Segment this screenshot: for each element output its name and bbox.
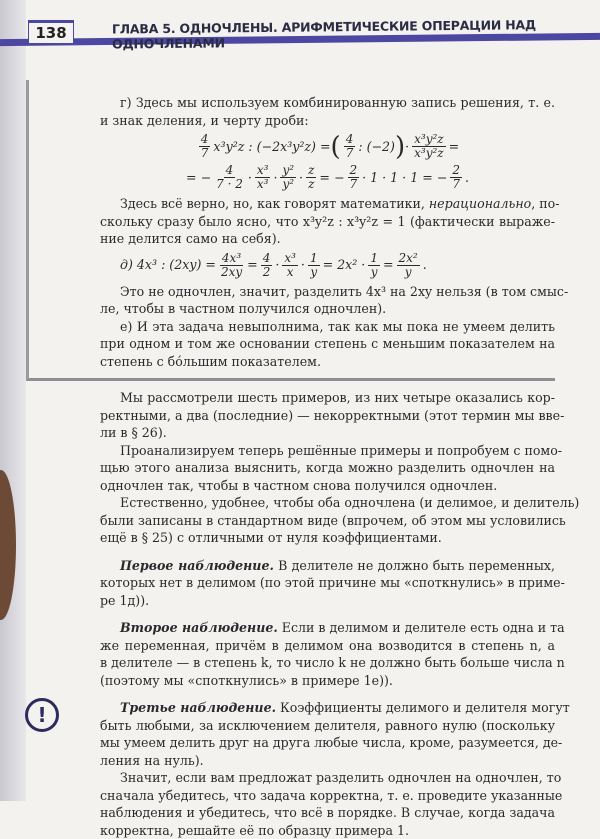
text-line xyxy=(100,195,555,213)
numerator: 2 xyxy=(348,164,360,178)
text-run: Коэффициенты делимого и делителя могут xyxy=(276,700,570,715)
paragraph xyxy=(100,557,555,610)
paragraph xyxy=(100,699,555,769)
exclamation-icon: ! xyxy=(25,698,59,732)
text-line: Проанализируем теперь решённые примеры и попробуем с помо- xyxy=(100,442,555,460)
text-run: · xyxy=(301,256,305,274)
fraction xyxy=(261,252,273,279)
fraction xyxy=(344,133,356,160)
denominator: y xyxy=(308,266,319,279)
paragraph xyxy=(100,389,555,442)
paragraph xyxy=(100,283,555,318)
text-line: г) Здесь мы используем комбинированную запись решения, т. е. xyxy=(100,94,555,112)
text-run: ) xyxy=(395,137,405,157)
text-line: ре 1д)). xyxy=(100,592,555,610)
paragraph xyxy=(100,619,555,689)
text-run: , по- xyxy=(531,196,559,211)
text-run: . xyxy=(423,256,427,274)
page-number-badge xyxy=(28,20,74,45)
text-run: д) 4x³ : (2xy) = xyxy=(120,256,216,274)
numerator: 1 xyxy=(308,252,320,266)
text-line: скольку сразу было ясно, что x³y²z : x³y²z = 1 (фактически выраже- xyxy=(100,213,555,231)
fraction xyxy=(397,252,420,279)
text-run: . xyxy=(465,169,469,187)
spacer xyxy=(100,609,555,619)
denominator: 7 xyxy=(344,147,356,160)
numerator: 1 xyxy=(368,252,380,266)
paragraph xyxy=(100,195,555,248)
text-run: В делителе не должно быть переменных, xyxy=(274,558,555,573)
text-run: = − xyxy=(319,169,344,187)
numerator: 2 xyxy=(450,164,462,178)
numerator: 4 xyxy=(199,133,211,147)
text-line xyxy=(100,557,555,575)
formula xyxy=(100,252,555,279)
text-line: сначала убедитесь, что задача корректна, т. е. проведите указанные xyxy=(100,787,555,805)
chapter-title: ГЛАВА 5. ОДНОЧЛЕНЫ. АРИФМЕТИЧЕСКИЕ ОПЕРАЦИИ НАД ОДНОЧЛЕНАМИ xyxy=(112,16,600,51)
paragraph xyxy=(100,769,555,839)
text-line: были записаны в стандартном виде (впрочем, об этом мы условились xyxy=(100,512,555,530)
fraction xyxy=(214,164,245,191)
text-line xyxy=(100,619,555,637)
text-run: · 1 · 1 · 1 = − xyxy=(362,169,447,187)
denominator: x³y²z xyxy=(412,147,446,160)
text-line: ле, чтобы в частном получился одночлен). xyxy=(100,300,555,318)
text-line: которых нет в делимом (по этой причине мы «споткнулись» в приме- xyxy=(100,574,555,592)
paragraph xyxy=(100,94,555,129)
text-line: при одном и том же основании степень с меньшим показателем на xyxy=(100,335,555,353)
text-line: Естественно, удобнее, чтобы оба одночлена (и делимое, и делитель) xyxy=(100,494,555,512)
denominator: 7 xyxy=(450,178,462,191)
denominator: y xyxy=(403,266,414,279)
numerator: 4 xyxy=(224,164,236,178)
numerator: x³y²z xyxy=(412,133,446,147)
page-content xyxy=(26,80,555,839)
text-line: и знак деления, и черту дроби: xyxy=(100,112,555,130)
text-run: : (−2) xyxy=(358,138,395,156)
fraction xyxy=(450,164,462,191)
spacer xyxy=(100,547,555,557)
text-line: в делителе — в степень k, то число k не должно быть больше числа n xyxy=(100,654,555,672)
denominator: x³ xyxy=(255,178,271,191)
text-line: е) И эта задача невыполнима, так как мы пока не умеем делить xyxy=(100,318,555,336)
text-run: · xyxy=(248,169,252,187)
numerator: x³ xyxy=(282,252,298,266)
observation-heading: Второе наблюдение. xyxy=(120,620,278,635)
text-line: ректными, а два (последние) — некорректными (этот термин мы вве- xyxy=(100,407,555,425)
fraction xyxy=(308,252,320,279)
denominator: y xyxy=(369,266,380,279)
text-run: · xyxy=(299,169,303,187)
paragraph xyxy=(100,494,555,547)
text-run: = − xyxy=(186,169,211,187)
numerator: x³ xyxy=(255,164,271,178)
fraction xyxy=(280,164,296,191)
fraction xyxy=(412,133,446,160)
formula xyxy=(100,133,555,160)
denominator: y² xyxy=(280,178,296,191)
text-line: Мы рассмотрели шесть примеров, из них четыре оказались кор- xyxy=(100,389,555,407)
text-line: же переменная, причём в делимом она возводится в степень n, а xyxy=(100,637,555,655)
fraction xyxy=(219,252,244,279)
formula xyxy=(100,164,555,191)
fraction xyxy=(282,252,298,279)
text-line: мы умеем делить друг на друга любые числа, кроме, разумеется, де- xyxy=(100,734,555,752)
denominator: 7 xyxy=(199,147,211,160)
fraction xyxy=(255,164,271,191)
observation-heading: Первое наблюдение. xyxy=(120,558,274,573)
fraction xyxy=(306,164,316,191)
observation-heading: Третье наблюдение. xyxy=(120,700,276,715)
text-run: = 2x² · xyxy=(323,256,366,274)
fraction xyxy=(348,164,360,191)
text-run: · xyxy=(273,169,277,187)
fraction xyxy=(199,133,211,160)
solution-text xyxy=(100,94,555,370)
denominator: x xyxy=(285,266,296,279)
numerator: z xyxy=(306,164,316,178)
book-spine-edge xyxy=(0,0,26,801)
text-line: одночлен так, чтобы в частном снова получился одночлен. xyxy=(100,477,555,495)
text-line: ещё в § 25) с отличными от нуля коэффициентами. xyxy=(100,529,555,547)
text-line: Это не одночлен, значит, разделить 4x³ на 2xy нельзя (в том смыс- xyxy=(100,283,555,301)
denominator: z xyxy=(306,178,316,191)
text-run: · xyxy=(405,138,409,156)
fraction xyxy=(368,252,380,279)
text-line: наблюдения и убедитесь, что всё в порядке. В случае, когда задача xyxy=(100,804,555,822)
text-line: щью этого анализа выяснить, когда можно разделить одночлен на xyxy=(100,459,555,477)
numerator: 4 xyxy=(344,133,356,147)
text-run: = xyxy=(247,256,258,274)
italic-text: нерационально xyxy=(429,196,531,211)
spacer xyxy=(100,689,555,699)
text-run: Если в делимом и делителе есть одна и та xyxy=(278,620,565,635)
text-run: · xyxy=(275,256,279,274)
text-line: Значит, если вам предложат разделить одночлен на одночлен, то xyxy=(100,769,555,787)
body-section xyxy=(26,381,555,839)
numerator: y² xyxy=(280,164,296,178)
text-line: ли в § 26). xyxy=(100,424,555,442)
page-number: 138 xyxy=(29,23,72,43)
numerator: 2x² xyxy=(397,252,420,266)
text-line: ления на нуль). xyxy=(100,752,555,770)
denominator: 7 · 2 xyxy=(214,178,245,191)
text-run: Здесь всё верно, но, как говорят математики, xyxy=(120,196,429,211)
text-line: (поэтому мы «споткнулись» в примере 1е)). xyxy=(100,672,555,690)
text-line: быть любыми, за исключением делителя, равного нулю (поскольку xyxy=(100,717,555,735)
denominator: 7 xyxy=(348,178,360,191)
denominator: 2xy xyxy=(219,266,244,279)
text-line xyxy=(100,699,555,717)
text-line: корректна, решайте её по образцу примера 1. xyxy=(100,822,555,839)
body-text xyxy=(100,389,555,839)
paragraph xyxy=(100,442,555,495)
paragraph xyxy=(100,318,555,371)
solution-box xyxy=(26,80,555,381)
text-run: = xyxy=(383,256,394,274)
text-run: x³y²z : (−2x³y²z) = xyxy=(213,138,330,156)
text-run: = xyxy=(449,138,460,156)
denominator: 2 xyxy=(261,266,273,279)
text-run: ( xyxy=(331,137,341,157)
numerator: 4 xyxy=(261,252,273,266)
numerator: 4x³ xyxy=(220,252,243,266)
text-line: степень с бо́льшим показателем. xyxy=(100,353,555,371)
text-line: ние делится само на себя). xyxy=(100,230,555,248)
